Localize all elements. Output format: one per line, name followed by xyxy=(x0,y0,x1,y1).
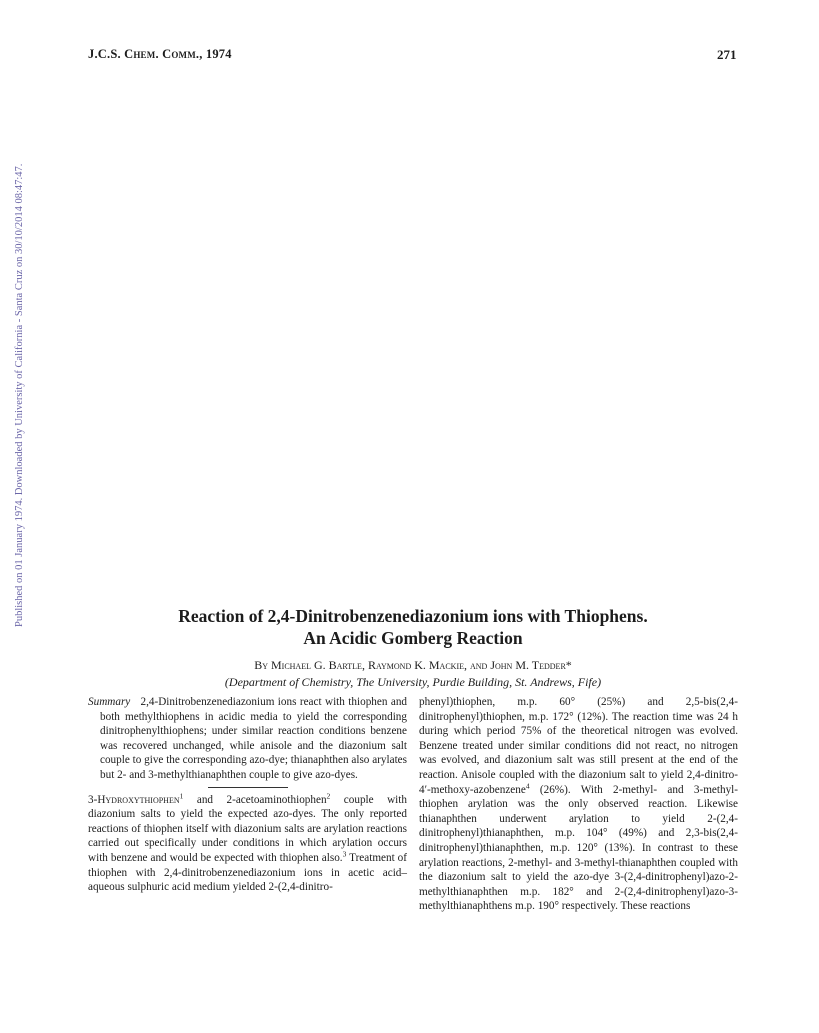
body-lead-term: 3-Hydroxythiophen xyxy=(88,793,180,806)
article-title xyxy=(88,605,738,649)
summary-label: Summary xyxy=(88,696,131,708)
download-watermark: Published on 01 January 1974. Downloaded by University of California - Santa Cruz on 30/10/2014 08:47:47. xyxy=(14,163,25,627)
journal-running-head: J.C.S. Chem. Comm., 1974 xyxy=(88,47,232,61)
left-column xyxy=(88,695,407,895)
author-affiliation: (Department of Chemistry, The University, Purdie Building, St. Andrews, Fife) xyxy=(224,675,602,689)
body-paragraph-right xyxy=(419,695,738,914)
reference-marker: 3 xyxy=(342,849,347,859)
author-byline: By Michael G. Bartle, Raymond K. Mackie, and John M. Tedder* xyxy=(254,658,572,672)
section-divider xyxy=(208,787,288,788)
title-line-2: An Acidic Gomberg Reaction xyxy=(303,628,523,648)
body-text: Treatment of thiophen with 2,4-dinitrobenzenediazonium ions in acetic acid–aqueous sulphuric acid medium yielded 2-(2,4-dinitro- xyxy=(88,851,407,894)
summary-paragraph xyxy=(88,695,407,783)
right-column xyxy=(419,695,738,914)
body-text: phenyl)thiophen, m.p. 60° (25%) and 2,5-bis(2,4-dinitrophenyl)thiophen, m.p. 172° (12%). The reaction time was 24 h during which period 75% of the theoretical nitrogen was evolved. Benzene treated under similar conditions did not react, no nitrogen was evolved, and diazonium salt was still present at the end of the reaction. Anisole coupled with the diazonium salt to yield 2,4-dinitro-4′-methoxy-azobenzene xyxy=(419,696,738,796)
title-line-1: Reaction of 2,4-Dinitrobenzenediazonium ions with Thiophens. xyxy=(178,606,648,626)
reference-marker: 4 xyxy=(525,780,530,790)
body-text: couple with diazonium salts to yield the expected azo-dyes. The only reported reactions of thiophen itself with diazonium salts are arylation reactions carried out specifically under conditions in which arylation occurs with benzene and would be expected with thiophen also. xyxy=(88,793,407,864)
page-number: 271 xyxy=(717,47,737,62)
body-text: and 2-acetoaminothiophen xyxy=(183,793,327,806)
summary-text: 2,4-Dinitrobenzenediazonium ions react with thiophen and both methylthiophens in acidic media to yield the corresponding dinitrophenylthiophens; under similar reaction conditions benzene was recovered unchanged, while anisole and the diazonium salt couple to give the corresponding azo-dye; thianaphthen also arylates but 2- and 3-methylthianaphthen couple to give azo-dyes. xyxy=(100,696,408,781)
reference-marker: 1 xyxy=(179,790,184,800)
body-paragraph-left xyxy=(88,790,407,895)
reference-marker: 2 xyxy=(326,790,331,800)
body-text: (26%). With 2-methyl- and 3-methyl-thiophen arylation was the only observed reaction. Likewise thianaphthen underwent arylation to yield 2-(2,4-dinitrophenyl)thianaphthen, m.p. 104° (49%) and 2,3-bis(2,4-dinitrophenyl)thianaphthen, m.p. 120° (13%). In contrast to these arylation reactions, 2-methyl- and 3-methyl-thianaphthen coupled with the diazonium salt to yield the azo-dye 3-(2,4-dinitrophenyl)azo-2-methylthianaphthen m.p. 182° and 2-(2,4-dinitrophenyl)azo-3-methylthianaphthens m.p. 190° respectively. These reactions xyxy=(419,783,738,913)
